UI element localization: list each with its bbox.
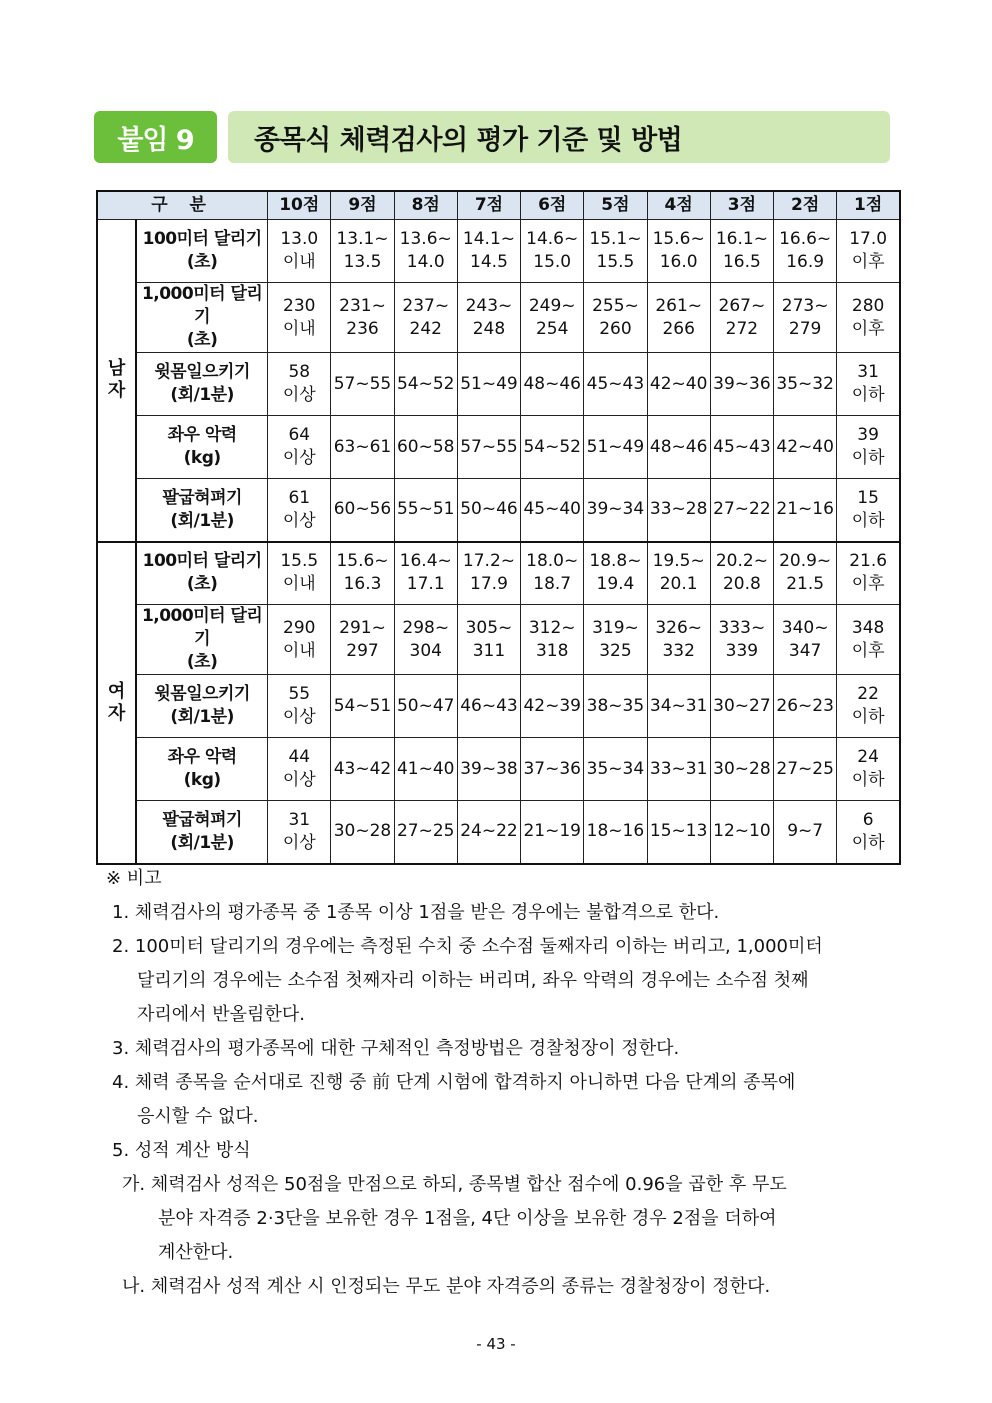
score-cell: 57~55: [331, 353, 394, 416]
score-cell: 35~34: [584, 738, 647, 801]
score-cell: 39~38: [457, 738, 520, 801]
column-header-score: 3점: [710, 191, 773, 220]
score-cell: 230 이내: [268, 283, 331, 353]
column-header-category: 구 분: [97, 191, 268, 220]
score-cell: 63~61: [331, 416, 394, 479]
score-cell: 51~49: [584, 416, 647, 479]
score-cell: 58 이상: [268, 353, 331, 416]
score-cell: 31 이하: [837, 353, 900, 416]
table-row: [97, 738, 900, 801]
score-cell: 9~7: [774, 801, 837, 864]
score-cell: 15.6~ 16.3: [331, 542, 394, 605]
score-cell: 35~32: [774, 353, 837, 416]
table-row: [97, 479, 900, 542]
score-cell: 45~40: [521, 479, 584, 542]
score-cell: 14.6~ 15.0: [521, 220, 584, 283]
score-cell: 46~43: [457, 675, 520, 738]
note-item-4-cont: 응시할 수 없다.: [137, 1106, 259, 1127]
score-cell: 30~27: [710, 675, 773, 738]
table-row: [97, 416, 900, 479]
score-cell: 333~ 339: [710, 605, 773, 675]
score-cell: 273~ 279: [774, 283, 837, 353]
score-cell: 55~51: [394, 479, 457, 542]
score-cell: 19.5~ 20.1: [647, 542, 710, 605]
score-cell: 18~16: [584, 801, 647, 864]
score-cell: 21~16: [774, 479, 837, 542]
page-number: - 43 -: [476, 1335, 516, 1353]
note-item-4: 4. 체력 종목을 순서대로 진행 중 前 단계 시험에 합격하지 아니하면 다음 단계의 종목에: [112, 1072, 796, 1093]
score-cell: 34~31: [647, 675, 710, 738]
score-cell: 24~22: [457, 801, 520, 864]
score-cell: 54~52: [521, 416, 584, 479]
score-cell: 18.0~ 18.7: [521, 542, 584, 605]
score-cell: 64 이상: [268, 416, 331, 479]
note-item-5: 5. 성적 계산 방식: [112, 1140, 251, 1161]
score-cell: 39~36: [710, 353, 773, 416]
score-cell: 33~31: [647, 738, 710, 801]
score-cell: 13.1~ 13.5: [331, 220, 394, 283]
score-cell: 20.9~ 21.5: [774, 542, 837, 605]
column-header-score: 9점: [331, 191, 394, 220]
score-cell: 50~47: [394, 675, 457, 738]
column-header-score: 7점: [457, 191, 520, 220]
fitness-criteria-table: [96, 190, 901, 865]
score-cell: 305~ 311: [457, 605, 520, 675]
note-item-2-cont: 자리에서 반올림한다.: [137, 1004, 305, 1025]
score-cell: 27~25: [774, 738, 837, 801]
score-cell: 50~46: [457, 479, 520, 542]
table-row: [97, 542, 900, 605]
score-cell: 15.5 이내: [268, 542, 331, 605]
score-cell: 15~13: [647, 801, 710, 864]
score-cell: 30~28: [710, 738, 773, 801]
score-cell: 291~ 297: [331, 605, 394, 675]
score-cell: 22 이하: [837, 675, 900, 738]
table-header-row: [97, 191, 900, 220]
score-cell: 30~28: [331, 801, 394, 864]
test-item-label: 좌우 악력 (kg): [136, 416, 268, 479]
score-cell: 54~52: [394, 353, 457, 416]
score-cell: 24 이하: [837, 738, 900, 801]
score-cell: 26~23: [774, 675, 837, 738]
column-header-score: 2점: [774, 191, 837, 220]
table-row: [97, 353, 900, 416]
score-cell: 48~46: [521, 353, 584, 416]
attachment-badge: 붙임 9: [94, 111, 217, 163]
score-cell: 45~43: [710, 416, 773, 479]
score-cell: 14.1~ 14.5: [457, 220, 520, 283]
test-item-label: 윗몸일으키기 (회/1분): [136, 353, 268, 416]
score-cell: 48~46: [647, 416, 710, 479]
score-cell: 42~39: [521, 675, 584, 738]
sex-group-label: 여 자: [97, 542, 136, 864]
test-item-label: 윗몸일으키기 (회/1분): [136, 675, 268, 738]
score-cell: 42~40: [774, 416, 837, 479]
score-cell: 13.0 이내: [268, 220, 331, 283]
table-row: [97, 283, 900, 353]
score-cell: 60~58: [394, 416, 457, 479]
score-cell: 27~25: [394, 801, 457, 864]
score-cell: 39 이하: [837, 416, 900, 479]
notes-heading: ※ 비고: [106, 868, 162, 889]
test-item-label: 1,000미터 달리기 (초): [136, 283, 268, 353]
score-cell: 38~35: [584, 675, 647, 738]
score-cell: 237~ 242: [394, 283, 457, 353]
score-cell: 41~40: [394, 738, 457, 801]
column-header-score: 6점: [521, 191, 584, 220]
note-item-1: 1. 체력검사의 평가종목 중 1종목 이상 1점을 받은 경우에는 불합격으로 한다.: [112, 902, 720, 923]
score-cell: 243~ 248: [457, 283, 520, 353]
note-item-5-a-cont: 분야 자격증 2·3단을 보유한 경우 1점을, 4단 이상을 보유한 경우 2점을 더하여: [158, 1208, 777, 1229]
note-item-3: 3. 체력검사의 평가종목에 대한 구체적인 측정방법은 경찰청장이 정한다.: [112, 1038, 680, 1059]
score-cell: 319~ 325: [584, 605, 647, 675]
score-cell: 31 이상: [268, 801, 331, 864]
score-cell: 60~56: [331, 479, 394, 542]
score-cell: 255~ 260: [584, 283, 647, 353]
score-cell: 42~40: [647, 353, 710, 416]
score-cell: 15.6~ 16.0: [647, 220, 710, 283]
score-cell: 18.8~ 19.4: [584, 542, 647, 605]
test-item-label: 100미터 달리기 (초): [136, 220, 268, 283]
score-cell: 33~28: [647, 479, 710, 542]
score-cell: 55 이상: [268, 675, 331, 738]
score-cell: 16.4~ 17.1: [394, 542, 457, 605]
score-cell: 51~49: [457, 353, 520, 416]
test-item-label: 팔굽혀펴기 (회/1분): [136, 479, 268, 542]
table-row: [97, 675, 900, 738]
column-header-score: 5점: [584, 191, 647, 220]
score-cell: 61 이상: [268, 479, 331, 542]
column-header-score: 1점: [837, 191, 900, 220]
score-cell: 348 이후: [837, 605, 900, 675]
page-title: 종목식 체력검사의 평가 기준 및 방법: [228, 111, 890, 163]
score-cell: 12~10: [710, 801, 773, 864]
score-cell: 267~ 272: [710, 283, 773, 353]
score-cell: 326~ 332: [647, 605, 710, 675]
test-item-label: 팔굽혀펴기 (회/1분): [136, 801, 268, 864]
page-header: [94, 111, 890, 163]
score-cell: 249~ 254: [521, 283, 584, 353]
score-cell: 43~42: [331, 738, 394, 801]
score-cell: 21~19: [521, 801, 584, 864]
score-cell: 54~51: [331, 675, 394, 738]
score-cell: 44 이상: [268, 738, 331, 801]
score-cell: 39~34: [584, 479, 647, 542]
score-cell: 45~43: [584, 353, 647, 416]
score-cell: 16.1~ 16.5: [710, 220, 773, 283]
test-item-label: 1,000미터 달리기 (초): [136, 605, 268, 675]
score-cell: 6 이하: [837, 801, 900, 864]
score-cell: 13.6~ 14.0: [394, 220, 457, 283]
table-row: [97, 605, 900, 675]
score-cell: 340~ 347: [774, 605, 837, 675]
note-item-5-a: 가. 체력검사 성적은 50점을 만점으로 하되, 종목별 합산 점수에 0.96을 곱한 후 무도: [122, 1174, 787, 1195]
sex-group-label: 남 자: [97, 220, 136, 542]
note-item-2: 2. 100미터 달리기의 경우에는 측정된 수치 중 소수점 둘째자리 이하는 버리고, 1,000미터: [112, 936, 823, 957]
column-header-score: 8점: [394, 191, 457, 220]
column-header-score: 10점: [268, 191, 331, 220]
score-cell: 27~22: [710, 479, 773, 542]
test-item-label: 좌우 악력 (kg): [136, 738, 268, 801]
table-row: [97, 801, 900, 864]
table-row: [97, 220, 900, 283]
score-cell: 57~55: [457, 416, 520, 479]
score-cell: 312~ 318: [521, 605, 584, 675]
score-cell: 231~ 236: [331, 283, 394, 353]
score-cell: 20.2~ 20.8: [710, 542, 773, 605]
note-item-5-b: 나. 체력검사 성적 계산 시 인정되는 무도 분야 자격증의 종류는 경찰청장이 정한다.: [122, 1276, 771, 1297]
score-cell: 261~ 266: [647, 283, 710, 353]
score-cell: 290 이내: [268, 605, 331, 675]
score-cell: 17.0 이후: [837, 220, 900, 283]
score-cell: 280 이후: [837, 283, 900, 353]
score-cell: 37~36: [521, 738, 584, 801]
score-cell: 21.6 이후: [837, 542, 900, 605]
score-cell: 16.6~ 16.9: [774, 220, 837, 283]
note-item-5-a-cont: 계산한다.: [158, 1242, 234, 1263]
score-cell: 15.1~ 15.5: [584, 220, 647, 283]
column-header-score: 4점: [647, 191, 710, 220]
score-cell: 15 이하: [837, 479, 900, 542]
score-cell: 298~ 304: [394, 605, 457, 675]
note-item-2-cont: 달리기의 경우에는 소수점 첫째자리 이하는 버리며, 좌우 악력의 경우에는 소수점 첫째: [137, 970, 809, 991]
test-item-label: 100미터 달리기 (초): [136, 542, 268, 605]
score-cell: 17.2~ 17.9: [457, 542, 520, 605]
